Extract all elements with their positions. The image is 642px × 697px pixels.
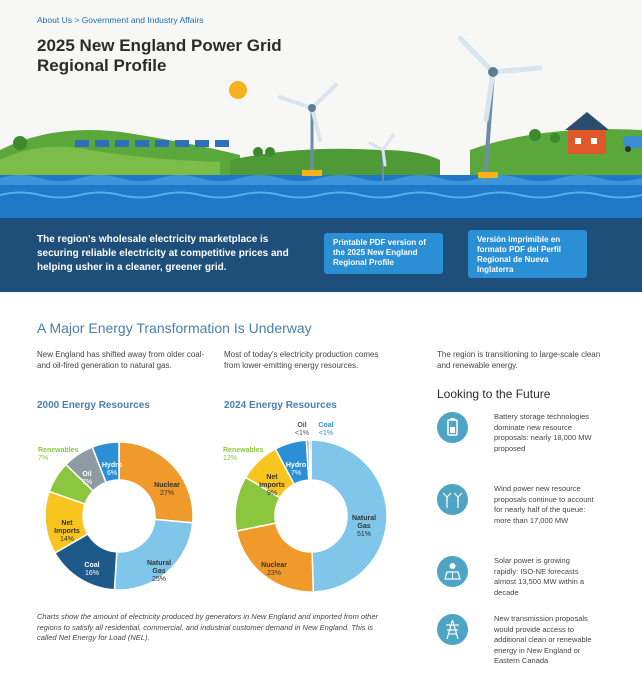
breadcrumb-separator: > (74, 15, 80, 25)
breadcrumb-about-us[interactable]: About Us (37, 15, 72, 25)
chart-2024 (220, 415, 400, 605)
slice-nuclear (236, 523, 313, 592)
future-text-solar: Solar power is growing rapidly: ISO-NE forecasts almost 13,500 MW within a decade (494, 556, 585, 597)
label-coal: Coal <1% (318, 422, 334, 437)
chart-footnote: Charts show the amount of electricity produced by generators in New England and imported from other regions to satisfy all residential, commercial, and industrial customer demand in New England. This is called Net Energy for Load (NEL). (37, 612, 379, 642)
battery-icon (437, 412, 468, 443)
slice-coal (309, 440, 311, 480)
hero-illustration (0, 0, 642, 218)
breadcrumb (37, 15, 203, 25)
col3-text: The region is transitioning to large-scale clean and renewable energy. (437, 350, 601, 370)
label-net_imports: Net Imports 9% (259, 474, 285, 497)
label-coal: Coal 16% (84, 562, 100, 577)
label-hydro: Hydro 6% (101, 462, 123, 477)
future-text-transmission: New transmission proposals would provide access to additional clean or renewable energy in New England or Eastern Canada (494, 614, 592, 665)
label-nuclear: Nuclear 23% (261, 562, 287, 577)
label-net_imports: Net Imports 14% (54, 520, 80, 543)
label-renewables: Renewables 12% (223, 447, 264, 462)
chart-2000 (30, 415, 210, 605)
future-title: Looking to the Future (437, 387, 551, 401)
label-hydro: Hydro 7% (285, 462, 307, 477)
wind-turbine-icon (437, 484, 468, 515)
pdf-spanish-button[interactable]: Versión imprimible en formato PDF del Perfil Regional de Nueva Inglaterra (468, 230, 587, 278)
label-renewables: Renewables 7% (38, 447, 79, 462)
breadcrumb-gov-affairs[interactable]: Government and Industry Affairs (81, 15, 204, 25)
transmission-tower-icon (437, 614, 468, 645)
intro-text: The region's wholesale electricity marketplace is securing reliable electricity at competitive prices and helping usher in a cleaner, greener grid. (37, 234, 289, 273)
label-natural_gas: Natural Gas 25% (146, 560, 172, 583)
solar-panel-icon (437, 556, 468, 587)
label-nuclear: Nuclear 27% (154, 482, 180, 497)
page-title: 2025 New England Power Grid Regional Profile (37, 36, 282, 75)
future-text-battery: Battery storage technologies dominate new resource proposals: nearly 18,000 MW proposed (494, 412, 592, 453)
section-title: A Major Energy Transformation Is Underway (37, 320, 312, 336)
col1-text: New England has shifted away from older coal- and oil-fired generation to natural gas. (37, 350, 205, 370)
label-oil: Oil 7% (81, 471, 93, 486)
pdf-english-button[interactable]: Printable PDF version of the 2025 New England Regional Profile (324, 233, 443, 274)
label-oil: Oil <1% (294, 422, 310, 437)
intro-band (0, 218, 642, 292)
label-natural_gas: Natural Gas 51% (351, 515, 377, 538)
hero-banner (0, 0, 642, 218)
sun-icon (229, 81, 247, 99)
future-text-wind: Wind power new resource proposals continue to account for nearly half of the queue: more than 17,000 MW (494, 484, 594, 525)
chart-2024-title: 2024 Energy Resources (224, 400, 337, 411)
chart-2000-title: 2000 Energy Resources (37, 400, 150, 411)
col2-text: Most of today's electricity production comes from lower-emitting energy resources. (224, 350, 379, 370)
